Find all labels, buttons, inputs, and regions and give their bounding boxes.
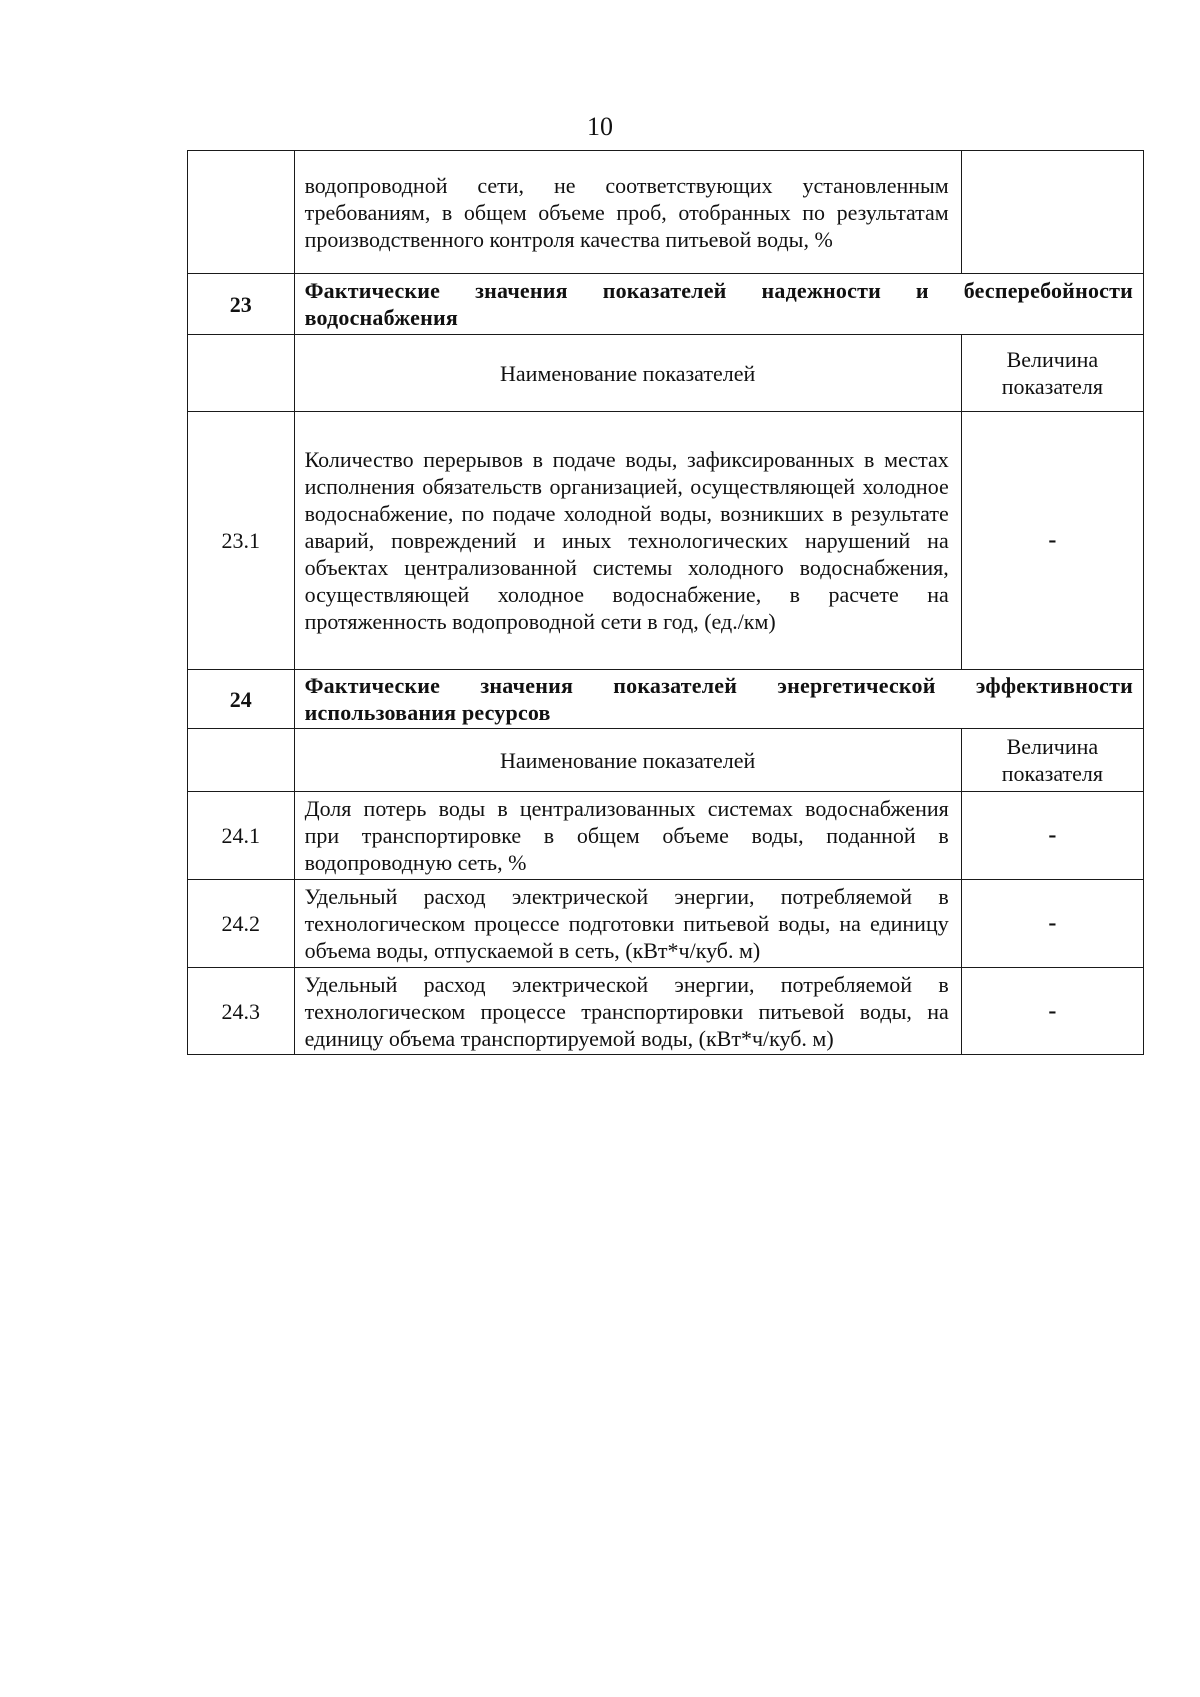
row-number: 24.1 xyxy=(188,792,295,880)
section-row-23 xyxy=(188,274,1144,335)
row-number: 24.2 xyxy=(188,880,295,968)
row-number: 24.3 xyxy=(188,968,295,1055)
indicator-description: Удельный расход электрической энергии, потребляемой в технологическом процессе транспортировки питьевой воды, на единицу объема транспортируемой воды, (кВт*ч/куб. м) xyxy=(294,968,961,1055)
section-number: 24 xyxy=(188,670,295,729)
indicator-description: Доля потерь воды в централизованных системах водоснабжения при транспортировке в общем объеме воды, поданной в водопроводную сеть, % xyxy=(294,792,961,880)
table-row-continuation xyxy=(188,151,1144,274)
column-header-value: Величина показателя xyxy=(961,729,1143,792)
table-row xyxy=(188,412,1144,670)
indicator-description: Количество перерывов в подаче воды, зафиксированных в местах исполнения обязательств организацией, осуществляющей холодное водоснабжение, по подаче холодной воды, возникших в результате аварий, повреждений и иных технологических нарушений на объектах централизованной системы холодного водоснабжения, осуществляющей холодное водоснабжение, в расчете на протяженность водопроводной сети в год, (ед./км) xyxy=(294,412,961,670)
row-number-cell xyxy=(188,151,295,274)
section-number: 23 xyxy=(188,274,295,335)
header-number-cell xyxy=(188,335,295,412)
table-row xyxy=(188,880,1144,968)
indicator-value xyxy=(961,151,1143,274)
section-row-24 xyxy=(188,670,1144,729)
indicators-table xyxy=(187,150,1144,1055)
column-header-name: Наименование показателей xyxy=(294,335,961,412)
row-number: 23.1 xyxy=(188,412,295,670)
indicator-value: - xyxy=(961,880,1143,968)
indicator-description: Удельный расход электрической энергии, потребляемой в технологическом процессе подготовки питьевой воды, на единицу объема воды, отпускаемой в сеть, (кВт*ч/куб. м) xyxy=(294,880,961,968)
indicator-value: - xyxy=(961,968,1143,1055)
section-title: Фактические значения показателей надежности и бесперебойности водоснабжения xyxy=(294,274,1143,335)
table-header-row xyxy=(188,335,1144,412)
indicator-description: водопроводной сети, не соответствующих установленным требованиям, в общем объеме проб, отобранных по результатам производственного контроля качества питьевой воды, % xyxy=(294,151,961,274)
indicator-value: - xyxy=(961,792,1143,880)
column-header-value: Величина показателя xyxy=(961,335,1143,412)
section-title: Фактические значения показателей энергетической эффективности использования ресурсов xyxy=(294,670,1143,729)
column-header-name: Наименование показателей xyxy=(294,729,961,792)
header-number-cell xyxy=(188,729,295,792)
table-header-row xyxy=(188,729,1144,792)
indicator-value: - xyxy=(961,412,1143,670)
table-row xyxy=(188,968,1144,1055)
table-row xyxy=(188,792,1144,880)
page-number: 10 xyxy=(587,112,613,141)
